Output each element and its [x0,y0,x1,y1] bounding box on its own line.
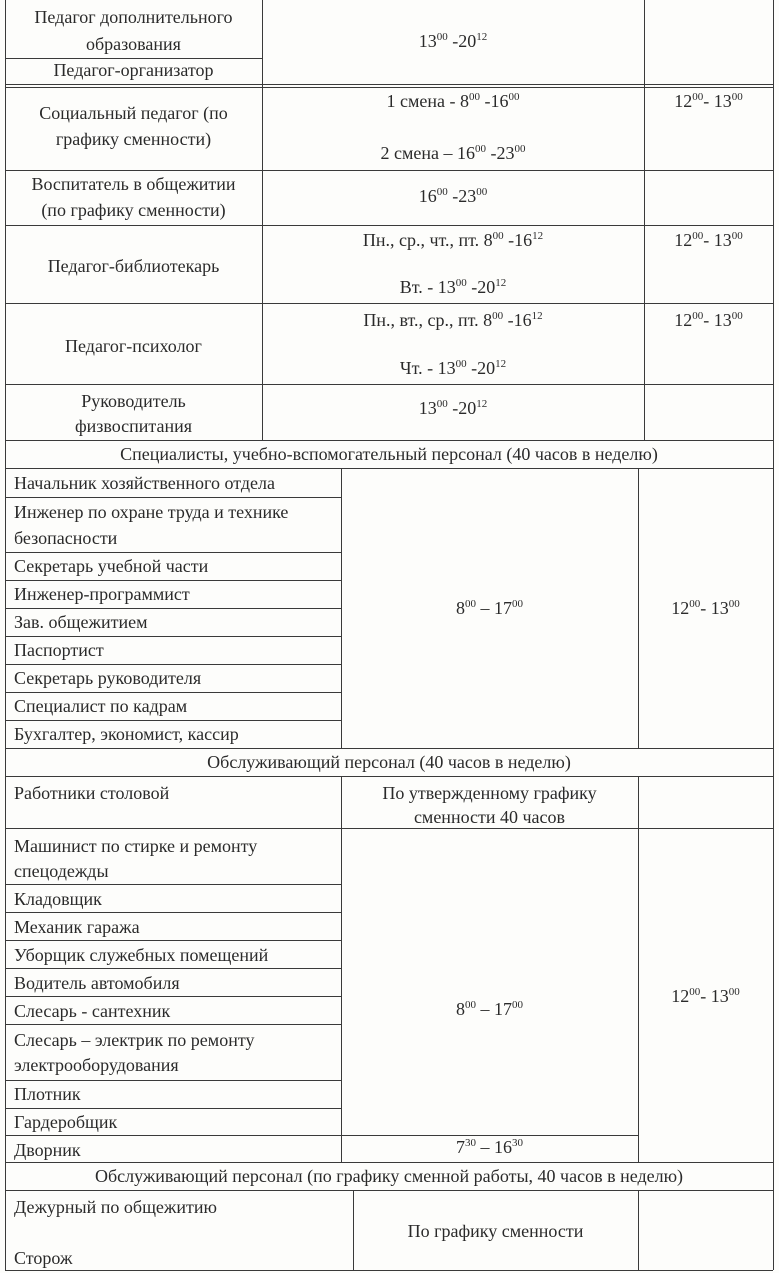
grid-vline [773,0,774,1270]
work-hours: 2 смена – $16^{00}$ $-23^{00}$ [380,143,526,163]
grid-hline [5,303,773,304]
work-hours: Чт. - $13^{00}$ $-20^{12}$ [399,358,507,378]
work-hours: Вт. - $13^{00}$ $-20^{12}$ [399,277,507,297]
grid-vline [638,1190,639,1270]
position-label: физвоспитания [74,416,193,436]
grid-hline [638,828,773,829]
position-label: Педагог-психолог [65,336,202,356]
position-label: Кладовщик [14,889,102,909]
work-hours: По утвержденному графику [382,783,597,803]
position-label: Бухгалтер, экономист, кассир [14,724,239,744]
position-label: Секретарь учебной части [14,556,209,576]
work-hours: Пн., вт., ср., пт. $8^{00}$ $-16^{12}$ [363,310,543,330]
break-hours: $12^{00}-$ $13^{00}$ [674,91,743,111]
section-header: Обслуживающий персонал (40 часов в неделю) [207,752,571,772]
work-hours: $7^{30} - 16^{30}$ [456,1137,523,1157]
position-label: образования [86,34,181,54]
position-label: Машинист по стирке и ремонту [14,836,258,856]
position-label: электрооборудования [14,1055,179,1075]
work-hours: $13^{00}$ $-20^{12}$ [418,398,488,418]
grid-hline [5,84,773,85]
break-hours: $12^{00}-$ $13^{00}$ [671,598,740,618]
position-label: (по графику сменности) [41,200,226,220]
position-label: Слесарь – электрик по ремонту [14,1030,255,1050]
grid-vline [638,776,639,1162]
position-label: Водитель автомобиля [14,973,180,993]
position-label: Паспортист [14,640,104,660]
position-label: Начальник хозяйственного отдела [14,473,275,493]
position-label: Инженер по охране труда и технике [14,502,289,522]
break-hours: $12^{00}-$ $13^{00}$ [671,986,740,1006]
grid-hline [5,384,773,385]
position-label: Слесарь - сантехник [14,1001,171,1021]
position-label: Уборщик служебных помещений [14,945,269,965]
position-label: Педагог-библиотекарь [47,256,220,276]
work-hours: $13^{00}$ $-20^{12}$ [418,31,488,51]
position-label: Сторож [14,1248,73,1268]
position-label: Механик гаража [14,917,140,937]
break-hours: $12^{00}-$ $13^{00}$ [674,310,743,330]
position-label: Педагог дополнительного [34,7,233,27]
position-label: Секретарь руководителя [14,668,202,688]
position-label: Социальный педагог (по [39,103,228,123]
position-label: Специалист по кадрам [14,696,188,716]
position-label: спецодежды [14,861,109,881]
break-hours: $12^{00}-$ $13^{00}$ [674,230,743,250]
position-label: Инженер-программист [14,584,190,604]
section-header: Обслуживающий персонал (по графику сменной работы, 40 часов в неделю) [94,1166,684,1186]
work-hours: $8^{00} - 17^{00}$ [456,598,523,618]
grid-hline [5,1190,773,1191]
position-label: графику сменности) [55,129,212,149]
position-label: Плотник [14,1084,81,1104]
position-label: Педагог-организатор [53,60,214,80]
position-label: Руководитель [81,391,186,411]
position-label: Гардеробщик [14,1112,118,1132]
position-label: Дежурный по общежитию [14,1197,217,1217]
section-header: Специалисты, учебно-вспомогательный персонал (40 часов в неделю) [120,444,658,464]
grid-vline [341,776,342,1162]
work-hours: По графику сменности [407,1221,584,1241]
grid-hline [5,776,773,777]
position-label: безопасности [14,528,118,548]
position-label: Дворник [14,1140,81,1160]
position-label: Воспитатель в общежитии [31,174,236,194]
position-label: Работники столовой [14,783,170,803]
work-hours: $16^{00}$ $-23^{00}$ [418,186,488,206]
grid-vline [644,0,645,440]
position-label: Зав. общежитием [14,612,148,632]
work-hours: 1 смена - $8^{00}$ $-16^{00}$ [386,91,520,111]
work-hours: $8^{00} - 17^{00}$ [456,999,523,1019]
work-hours: сменности 40 часов [413,807,566,827]
work-hours: Пн., ср., чт., пт. $8^{00}$ $-16^{12}$ [362,230,544,250]
